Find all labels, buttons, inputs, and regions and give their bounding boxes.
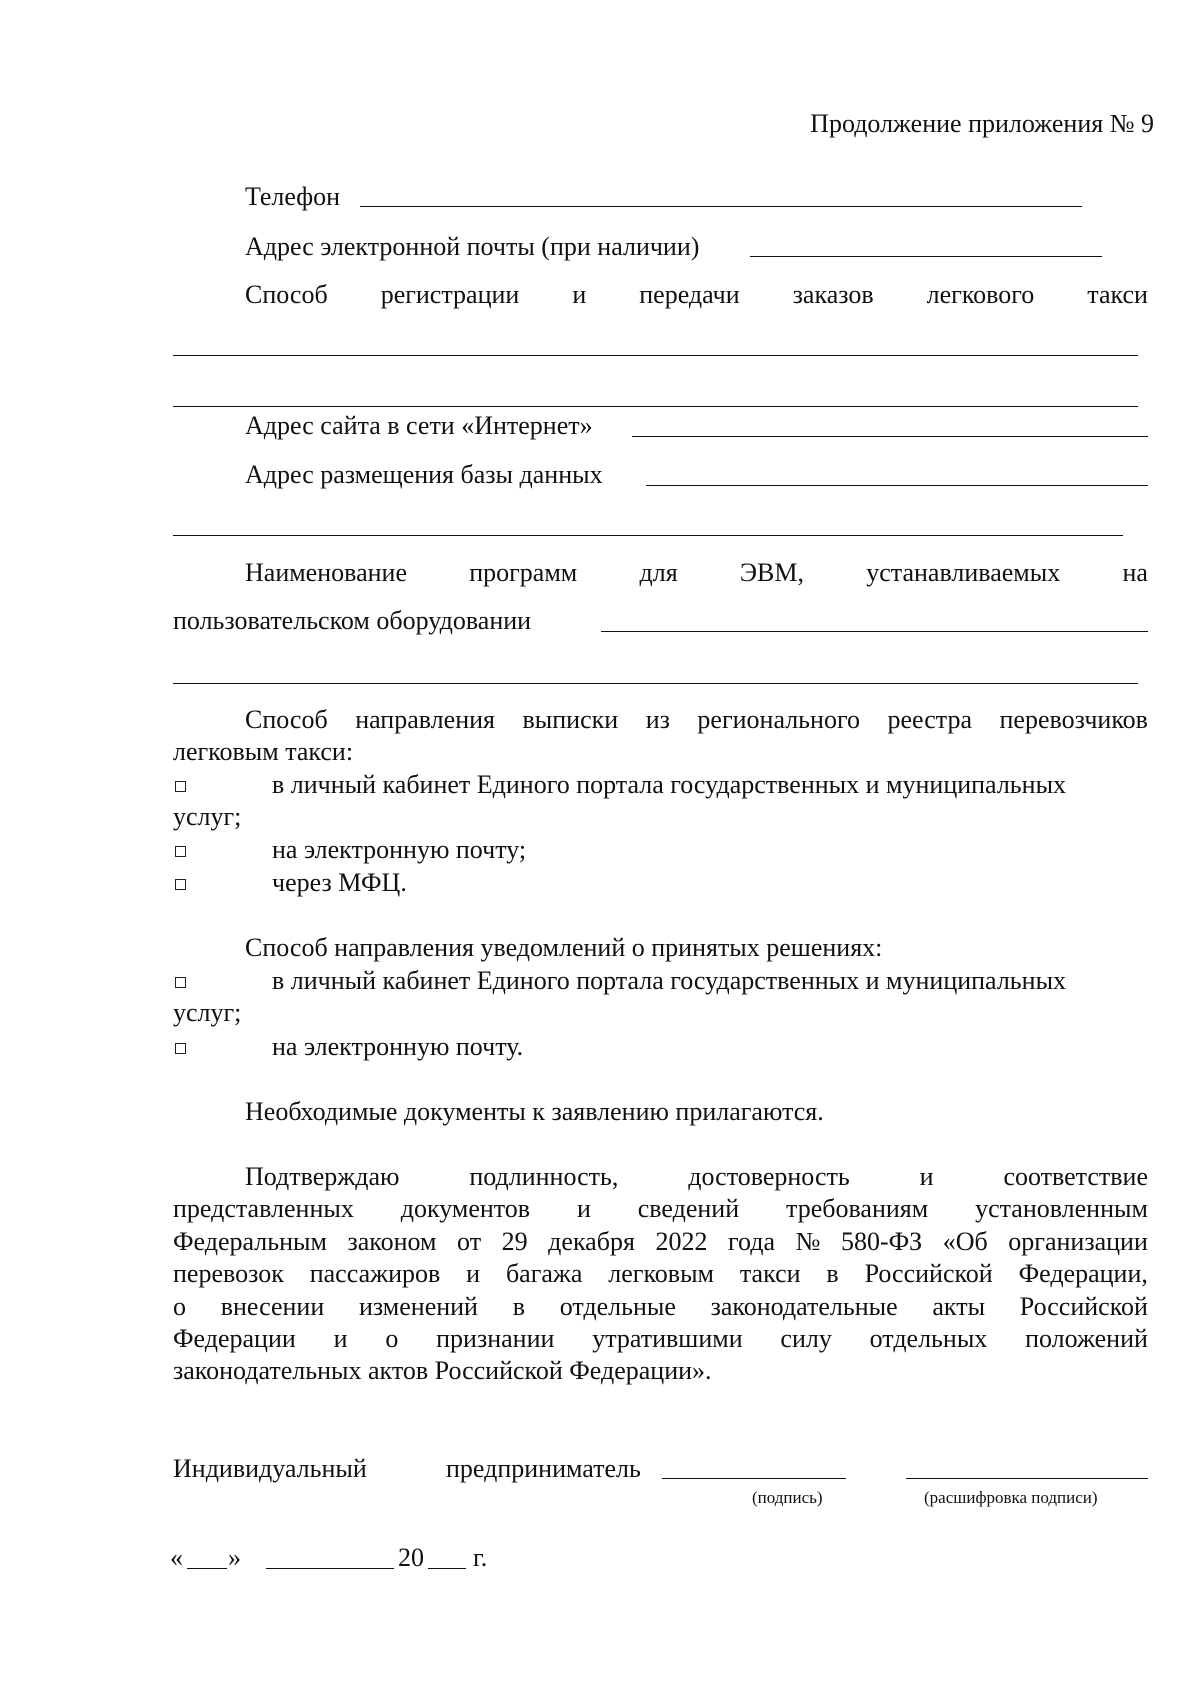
word: заказов [792, 280, 874, 309]
word: № [795, 1227, 821, 1256]
word: о [385, 1324, 399, 1353]
confirmation-last-line: законодательных актов Российской Федерации». [173, 1356, 712, 1385]
signature-caption: (подпись) [752, 1488, 823, 1507]
date-year-line[interactable] [428, 1568, 466, 1569]
word: на [1122, 558, 1148, 587]
word: «Об [942, 1227, 988, 1256]
phone-input-line[interactable] [360, 206, 1082, 207]
word: выписки [522, 705, 619, 734]
word: подлинность, [469, 1162, 619, 1191]
word: 29 [501, 1227, 528, 1256]
database-input-line-2[interactable] [173, 535, 1123, 536]
word: силу [780, 1324, 832, 1353]
word: Способ [245, 280, 328, 309]
database-label: Адрес размещения базы данных [245, 460, 603, 489]
word: Федерации, [1018, 1259, 1148, 1288]
word: изменений [358, 1292, 478, 1321]
word: декабря [548, 1227, 635, 1256]
word: багажа [505, 1259, 583, 1288]
word: регистрации [380, 280, 520, 309]
date-year-prefix: 20 [398, 1543, 424, 1572]
extract-option-portal-label-cont: услуг; [173, 802, 242, 831]
word: Российской [1019, 1292, 1148, 1321]
confirmation-line-3 [173, 1229, 1148, 1255]
word: в [826, 1259, 839, 1288]
continuation-header: Продолжение приложения № 9 [810, 109, 1154, 138]
notice-option-portal-label-cont: услуг; [173, 998, 242, 1027]
word: и [572, 280, 587, 309]
phone-label: Телефон [245, 182, 341, 211]
date-month-line[interactable] [266, 1568, 394, 1569]
word: организации [1008, 1227, 1148, 1256]
word: законодательные [710, 1292, 898, 1321]
order-method-label [245, 282, 1148, 308]
word: из [645, 705, 670, 734]
extract-heading-line2: легковым такси: [173, 737, 354, 766]
word: программ [469, 558, 578, 587]
database-input-line[interactable] [646, 485, 1148, 486]
word: установленным [975, 1194, 1148, 1223]
signature-line[interactable] [662, 1478, 846, 1479]
word: и [919, 1162, 934, 1191]
word: Подтверждаю [245, 1162, 400, 1191]
word: утратившими [592, 1324, 743, 1353]
confirmation-line-1 [245, 1164, 1148, 1190]
word: Федеральным [173, 1227, 327, 1256]
date-year-suffix: г. [473, 1543, 488, 1572]
website-label: Адрес сайта в сети «Интернет» [245, 411, 593, 440]
word: года [728, 1227, 776, 1256]
word: реестра [887, 705, 972, 734]
word: признании [436, 1324, 555, 1353]
word: устанавливаемых [866, 558, 1061, 587]
word: соответствие [1003, 1162, 1148, 1191]
notice-option-portal-label: в личный кабинет Единого портала государственных и муниципальных [272, 966, 1067, 995]
signature-word-individual: Индивидуальный [173, 1454, 367, 1483]
extract-option-mfc-label: через МФЦ. [272, 868, 407, 897]
word: акты [932, 1292, 986, 1321]
software-input-line-2[interactable] [173, 683, 1138, 684]
word: направления [355, 705, 495, 734]
word: и [466, 1259, 481, 1288]
signature-decode-line[interactable] [906, 1478, 1148, 1479]
extract-option-email-label: на электронную почту; [272, 835, 527, 864]
signature-word-entrepreneur: предприниматель [446, 1454, 641, 1483]
notice-heading: Способ направления уведомлений о принятых решениях: [245, 933, 883, 962]
order-method-line-2[interactable] [173, 406, 1138, 407]
extract-option-portal-label: в личный кабинет Единого портала государственных и муниципальных [272, 770, 1067, 799]
confirmation-line-2 [173, 1196, 1148, 1222]
word: легкового [926, 280, 1035, 309]
word: положений [1025, 1324, 1148, 1353]
email-label: Адрес электронной почты (при наличии) [245, 232, 700, 261]
word: легковым [608, 1259, 714, 1288]
word: пассажиров [309, 1259, 441, 1288]
extract-option-portal-checkbox[interactable] [175, 781, 186, 792]
word: 2022 [655, 1227, 708, 1256]
word: Наименование [245, 558, 407, 587]
word: и [333, 1324, 348, 1353]
word: для [639, 558, 678, 587]
word: документов [400, 1194, 531, 1223]
date-open-quote: « [170, 1543, 183, 1572]
word: такси [739, 1259, 801, 1288]
word: Российской [864, 1259, 993, 1288]
word: регионального [697, 705, 860, 734]
word: требованиям [786, 1194, 929, 1223]
software-label [245, 560, 1148, 586]
word: ЭВМ, [739, 558, 805, 587]
word: перевозчиков [999, 705, 1148, 734]
extract-option-mfc-checkbox[interactable] [175, 879, 186, 890]
word: отдельные [559, 1292, 676, 1321]
word: передачи [639, 280, 740, 309]
notice-option-portal-checkbox[interactable] [175, 977, 186, 988]
email-input-line[interactable] [750, 256, 1102, 257]
word: 580-ФЗ [840, 1227, 923, 1256]
word: и [576, 1194, 591, 1223]
word: достоверность [688, 1162, 850, 1191]
word: отдельных [869, 1324, 988, 1353]
extract-heading-line1 [245, 707, 1148, 733]
word: перевозок [173, 1259, 284, 1288]
word: такси [1087, 280, 1148, 309]
extract-option-email-checkbox[interactable] [175, 846, 186, 857]
website-input-line[interactable] [632, 436, 1148, 437]
software-input-line[interactable] [601, 631, 1148, 632]
word: Способ [245, 705, 328, 734]
word: внесении [220, 1292, 325, 1321]
attachments-note: Необходимые документы к заявлению прилагаются. [245, 1097, 824, 1126]
signature-decode-caption: (расшифровка подписи) [924, 1488, 1098, 1507]
notice-option-email-label: на электронную почту. [272, 1032, 524, 1061]
software-label-line2: пользовательском оборудовании [173, 606, 532, 635]
confirmation-line-5 [173, 1294, 1148, 1320]
word: от [457, 1227, 482, 1256]
confirmation-line-6 [173, 1326, 1148, 1352]
confirmation-line-4 [173, 1261, 1148, 1287]
order-method-line-1[interactable] [173, 355, 1138, 356]
notice-option-email-checkbox[interactable] [175, 1043, 186, 1054]
word: сведений [637, 1194, 740, 1223]
word: в [512, 1292, 525, 1321]
date-close-quote: » [228, 1543, 241, 1572]
word: Федерации [173, 1324, 296, 1353]
word: представленных [173, 1194, 354, 1223]
word: о [173, 1292, 186, 1321]
word: законом [347, 1227, 437, 1256]
date-day-line[interactable] [187, 1568, 227, 1569]
